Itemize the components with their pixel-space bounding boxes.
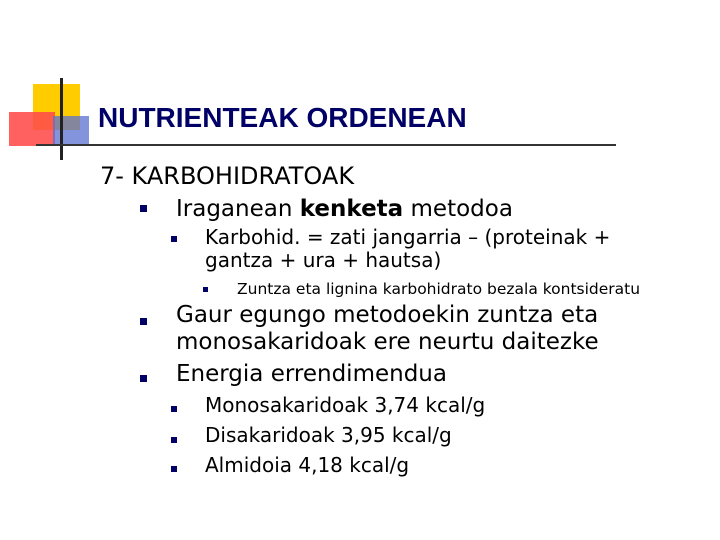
bullet-square-icon [171,406,177,412]
item-text-part: Iraganean [176,196,300,222]
decor-vertical-line [60,78,63,160]
bullet-square-icon [171,466,177,472]
title-underline [36,144,616,146]
list-item-subtraction-method [176,196,513,223]
energy-value-item: Monosakaridoak 3,74 kcal/g [205,393,486,417]
item-text-part: metodoa [403,196,513,222]
energy-value-item: Disakaridoak 3,95 kcal/g [205,423,452,447]
item-line: monosakaridoak ere neurtu daitezke [176,329,599,355]
section-heading: 7- KARBOHIDRATOAK [100,162,355,190]
bullet-square-icon [171,437,177,443]
item-line: Gaur egungo metodoekin zuntza eta [176,302,599,328]
list-item-energy-yield: Energia errendimendua [176,361,447,387]
subitem-line: Karbohid. = zati jangarria – (proteinak + [205,225,611,249]
list-item-modern-methods [176,302,599,356]
item-text-bold: kenketa [299,196,404,222]
slide-title: NUTRIENTEAK ORDENEAN [98,102,467,133]
decor-blue-rectangle [53,116,89,146]
bullet-square-icon [140,205,147,212]
subitem-line: gantza + ura + hautsa) [205,248,442,272]
list-subitem-formula [205,226,610,272]
bullet-square-icon [140,375,147,382]
bullet-square-icon [171,236,177,242]
bullet-square-icon [140,318,147,325]
decor-red-rectangle [9,112,55,146]
list-subsubitem-fiber: Zuntza eta lignina karbohidrato bezala kontsideratu [237,280,641,298]
bullet-square-icon [203,287,208,292]
energy-value-item: Almidoia 4,18 kcal/g [205,453,410,477]
